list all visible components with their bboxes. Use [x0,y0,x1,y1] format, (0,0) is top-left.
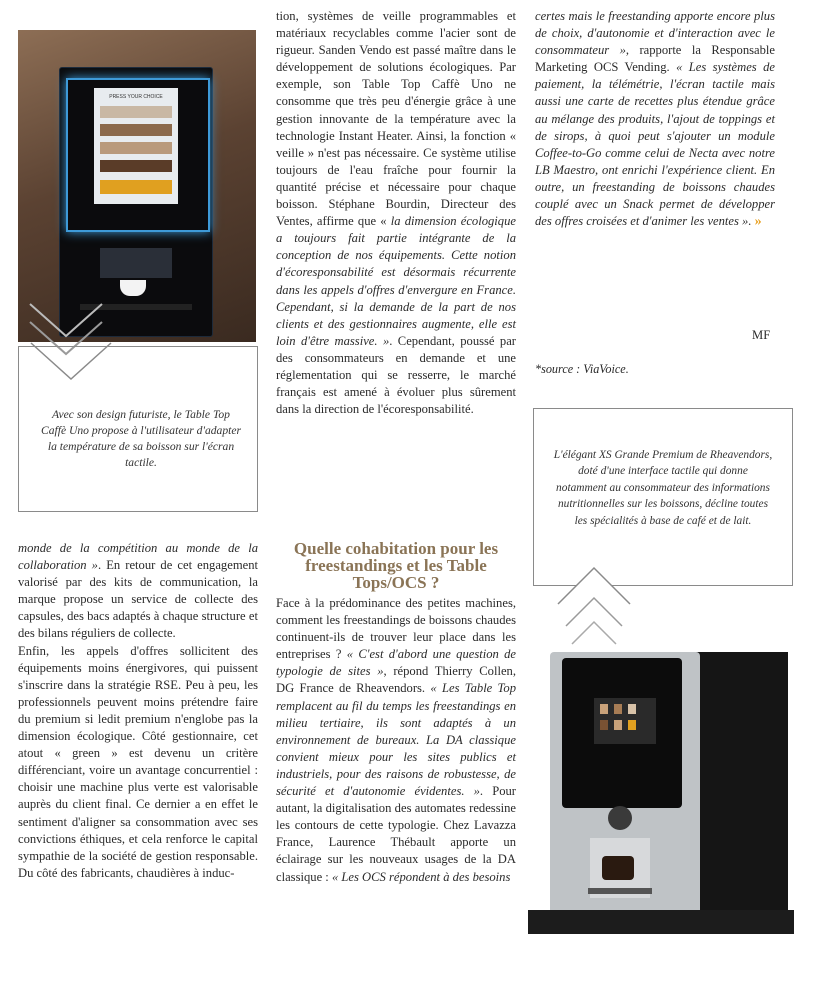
photo-table-top-caffe-uno [18,30,256,342]
caption-text-2: L'élégant XS Grande Premium de Rheavendors, doté d'une interface tactile qui donne notamment au consommateur des informations nutritionnelles sur les boissons, décline toutes les spécialités à base de café et de lait. [553,449,773,527]
article-column-2-bottom [276,540,516,886]
source-note: *source : ViaVoice. [535,362,629,376]
quote-text: « C'est d'abord une question de typologie de sites » [276,647,517,679]
body-text: . En retour de cet engagement valorisé par des kits de communication, la marque propose un service de collecte des capsules, des bacs adaptés à chaque structure et des bilans réguliers de collecte. [18,558,258,641]
quote-text: monde de la compétition au monde de la collaboration » [18,541,258,573]
body-text: , rapporte la Responsable Marketing OCS Vending. [535,43,775,75]
quote-text: « Les systèmes de paiement, la télémétrie, l'écran tactile mais aussi une carte de recettes plus étendue grâce au mélange des produits, l'ajout de toppings et de sirops, à quoi peut s'ajouter un module Coffee-to-Go comme celui de Necta avec notre LB Maestro, ont enrichi l'expérience client. En outre, un freestanding de boissons chaudes couplé avec un Snack permet de développer des offres croisées et d'animer les ventes ». [535,60,775,229]
paragraph [276,8,516,418]
coffee-machine-image [528,648,794,948]
screen-row [100,180,172,194]
paragraph [276,595,516,886]
screen-row [100,142,172,154]
article-column-1-bottom [18,540,258,882]
screen-row [100,124,172,136]
body-text: . Cependant, poussé par des consommateurs en demande et une réglementation qui se resserre, le marché français est amené à évoluer plus sûrement dans la direction de l'écoresponsabilité. [276,333,516,417]
caption-text-1: Avec son design futuriste, le Table Top Caffè Uno propose à l'utilisateur d'adapter la température de sa boisson sur l'écran tactile. [41,408,242,469]
author-signature: MF [752,328,771,342]
article-column-3-top [535,8,775,230]
machine-touchscreen [94,88,178,204]
screen-row [100,160,172,172]
paragraph: Enfin, les appels d'offres sollicitent des équipements moins énergivores, qui puissent s'inscrire dans la stratégie RSE. Peu à peu, les professionnels peuvent moins prétendre faire du premium si ledit premium n'englobe pas la dimension écologique. Côté gestionnaire, cet atout « green » est devenu un critère différenciant, voire un avantage concurrentiel : choisir une machine plus verte est valorisable auprès du client final. Ce dernier a en effet le sentiment d'aligner sa consommation avec ses convictions éthiques, et cela renforce le capital sympathie de la société de gestion responsable. Du côté des fabricants, chaudières à induc- [18,643,258,880]
article-column-2-top [276,8,516,418]
screen-row [100,106,172,118]
body-text: tion, systèmes de veille programmables et matériaux recyclables comme l'acier sont de rigueur. Sanden Vendo est passé maître dans le développement de solutions écologiques. Par exemple, son Table Top Caffè Uno ne consomme que très peu d'énergie grâce à une gestion innovante de la température avec la technologie Instant Heater. Ainsi, la fonction « veille » n'est pas nécessaire. Ce système utilise toujours de l'eau fraîche pour fournir la quantité précise et nécessaire pour chaque boisson. Stéphane Bourdin, Directeur des Ventes, affirme que « [276,9,516,229]
quote-text: « Les Table Top remplacent au fil du temps les freestandings en milieu tertiaire, ils sont adaptés à un environnement de bureaux. La DA classique convient mieux pour les sites publics et industriels, pour des raisons de robustesse, de sécurité et d'autonomie évidentes. » [276,681,517,799]
quote-text: « Les OCS répondent à des besoins [331,869,511,884]
body-text: Face à la prédominance des petites machines, comment les freestandings de boissons chaudes continuent-ils de trouver leur place dans les entreprises ? [276,596,516,662]
chevron-up-icon [552,560,636,656]
paragraph [535,8,775,230]
body-text: . Pour autant, la digitalisation des automates redessine les contours de cette typologie. Chez Lavazza France, Laurence Thébault apporte un éclairage sur les nouveaux usages de la DA classique : [276,784,516,884]
screen-title: PRESS YOUR CHOICE [109,94,163,100]
chevron-down-icon [29,339,113,385]
caption-box-1 [18,346,258,512]
quote-text: certes mais le freestanding apporte encore plus de choix, d'autonomie et d'interaction avec le consommateur » [535,9,775,58]
dispenser-area [100,248,172,278]
quote-text: la dimension écologique a toujours fait partie intégrante de la conception de nos équipements. Cette notion d'écoresponsabilité est désormais récurrente dans les appels d'offres d'envergure en France. Cependant, si la demande de la part de nos clients et des gestionnaires augmente, elle est loin d'être massive. » [276,214,516,348]
paragraph [18,540,258,643]
body-text: , répond Thierry Collen, DG France de Rheavendors. [276,664,516,696]
continue-arrow-icon: » [754,214,762,230]
cup [120,280,146,296]
photo-xs-grande-premium [528,648,794,948]
section-heading: Quelle cohabitation pour les freestandings et les Table Tops/OCS ? [293,539,499,592]
